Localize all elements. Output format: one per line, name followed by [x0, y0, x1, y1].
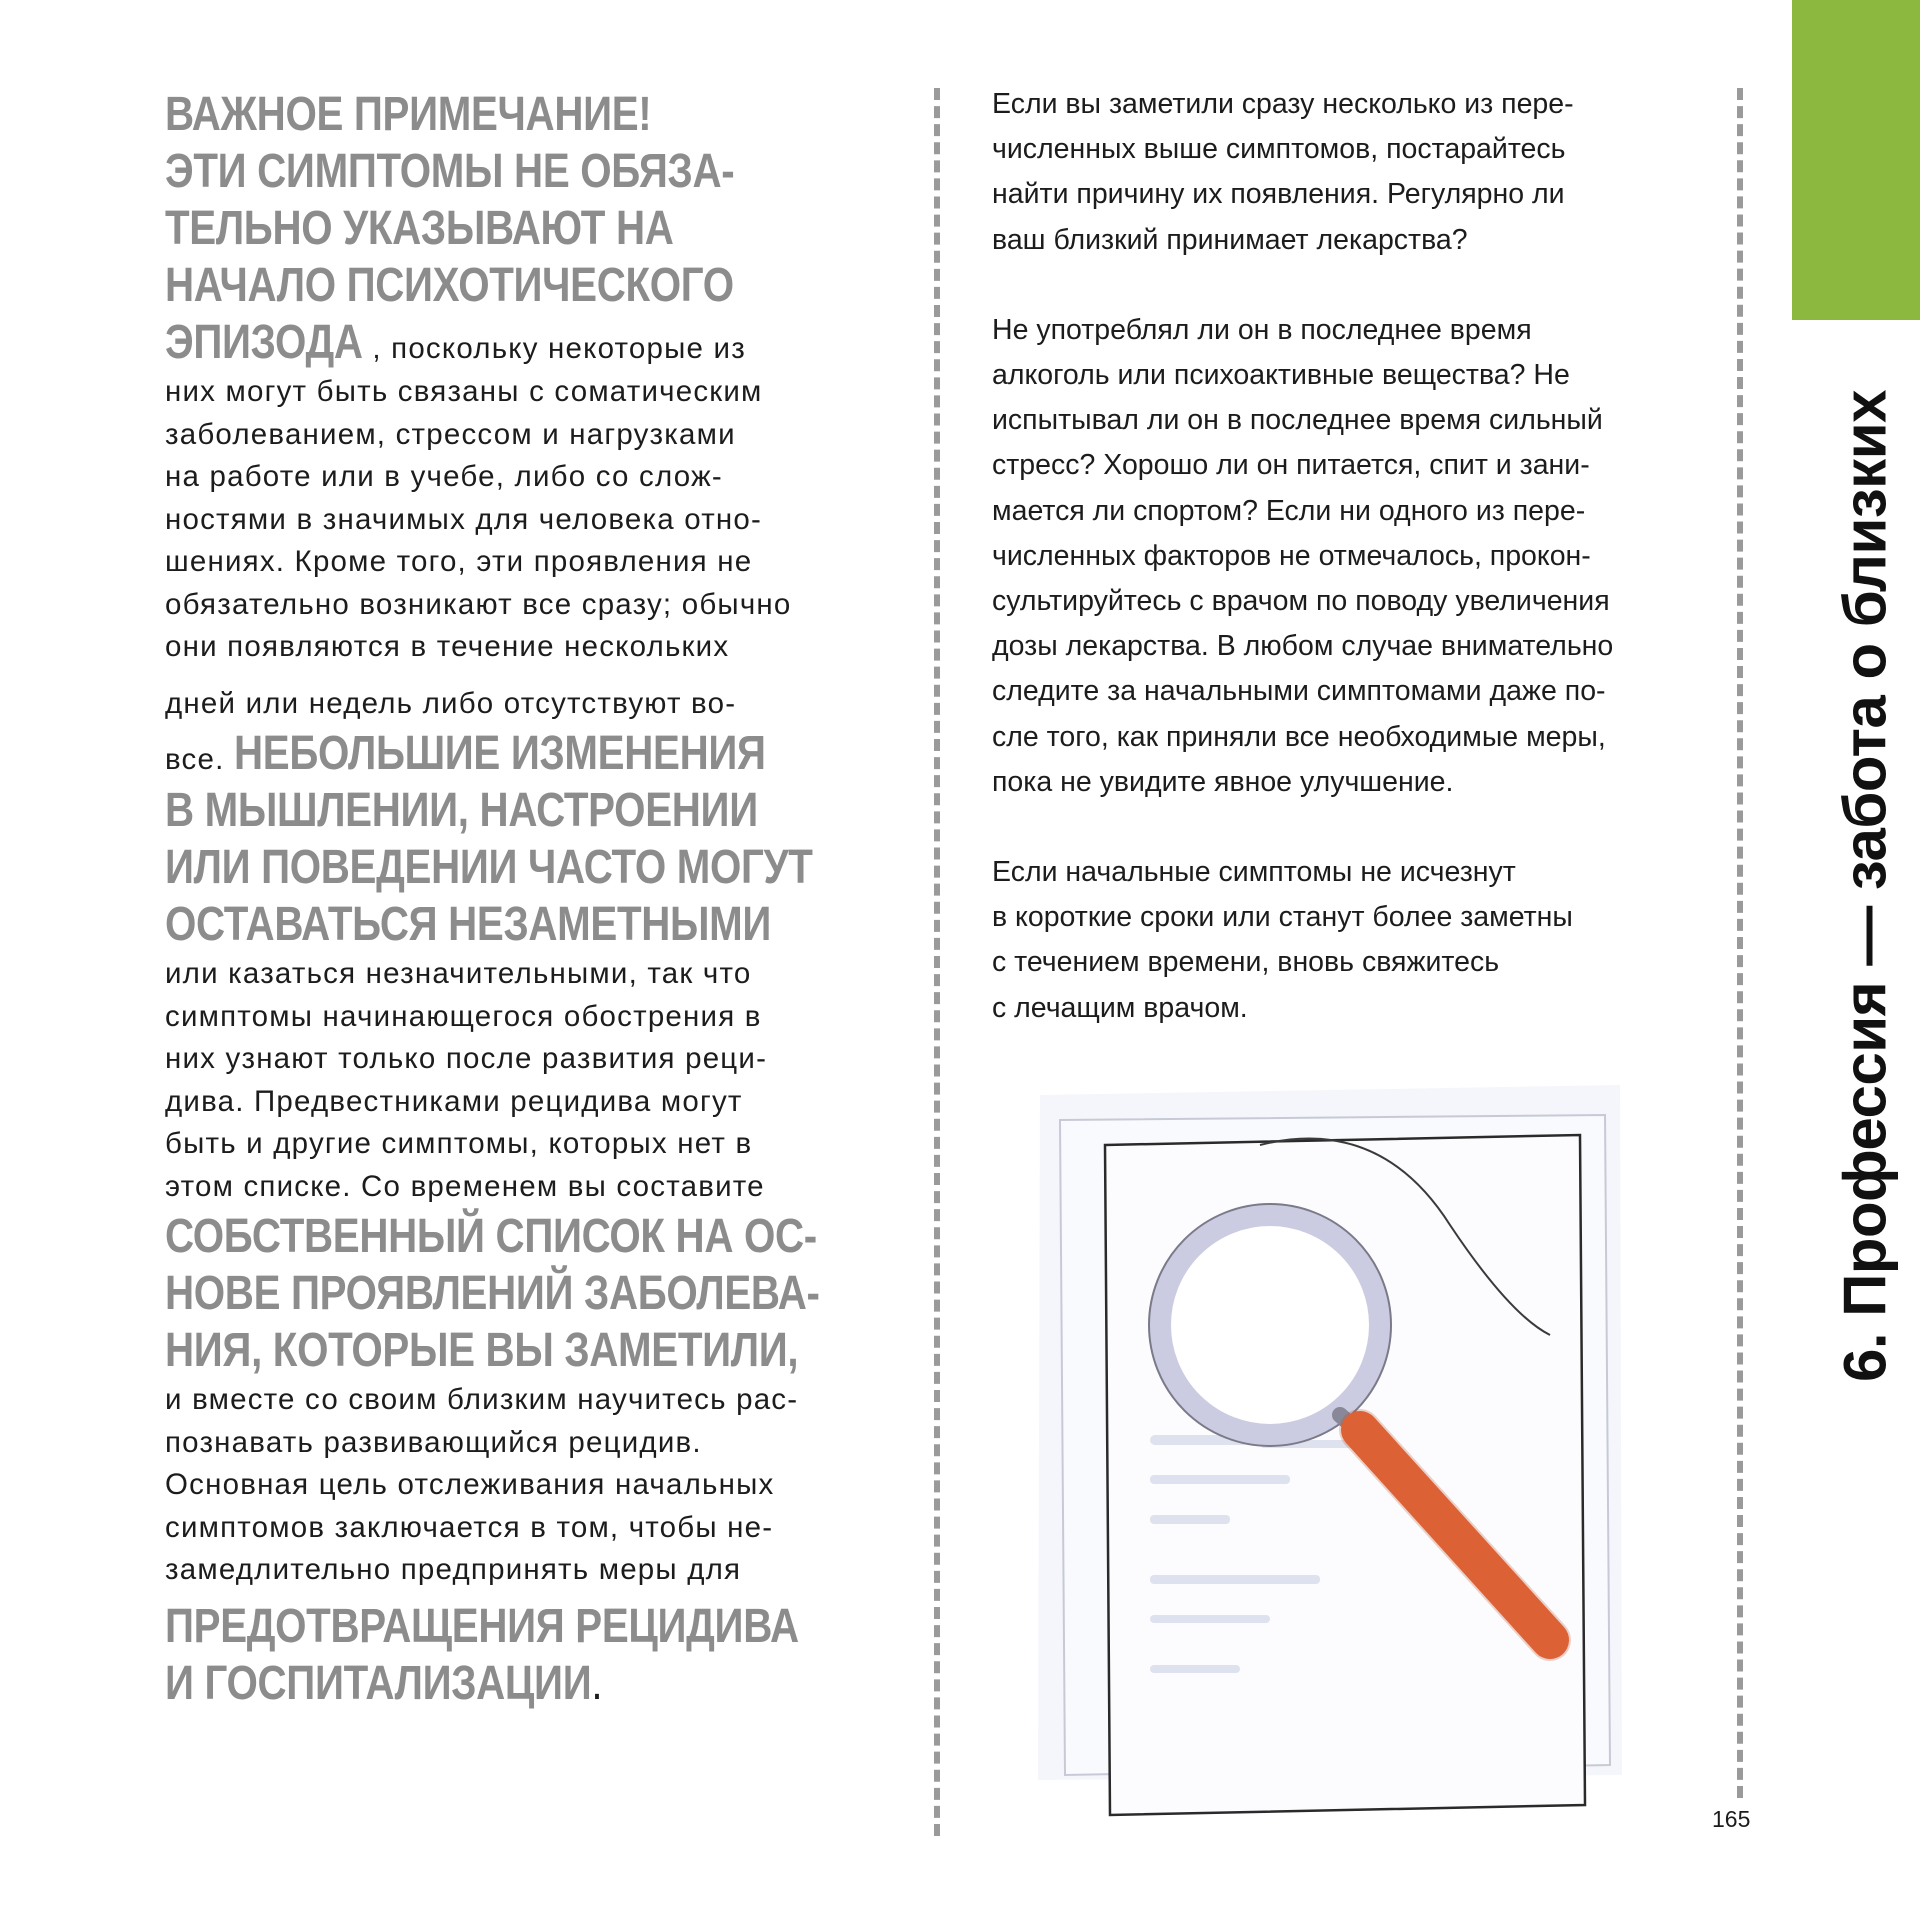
highlight-line: НИЯ, КОТОРЫЕ ВЫ ЗАМЕТИЛИ,: [165, 1324, 799, 1377]
highlight-line: СОБСТВЕННЫЙ СПИСОК НА ОС-: [165, 1210, 817, 1263]
highlight-line: ИЛИ ПОВЕДЕНИИ ЧАСТО МОГУТ: [165, 841, 813, 894]
right-column: [992, 82, 1727, 1076]
body-line: они появляются в течение нескольких: [165, 630, 730, 663]
highlight-inline: ЭПИЗОДА: [165, 316, 363, 369]
highlight-line: НОВЕ ПРОЯВЛЕНИЙ ЗАБОЛЕВА-: [165, 1267, 820, 1320]
paragraph-1: Если вы заметили сразу несколько из пере- численных выше симптомов, постарайтесь найти причину их появления. Регулярно ли ваш близкий принимает лекарства?: [992, 88, 1574, 256]
magnifying-glass-over-papers-icon: [1030, 1075, 1710, 1855]
highlight-inline: НЕБОЛЬШИЕ ИЗМЕНЕНИЯ: [233, 727, 766, 780]
body-line: шениях. Кроме того, эти проявления не: [165, 545, 753, 578]
body-line: этом списке. Со временем вы составите: [165, 1169, 765, 1203]
body-text: , поскольку некоторые из: [372, 332, 746, 365]
column-divider-right: [1737, 88, 1743, 1798]
highlight-line: В МЫШЛЕНИИ, НАСТРОЕНИИ: [165, 784, 758, 837]
body-line: симптомы начинающегося обострения в: [165, 999, 762, 1033]
body-text: все.: [165, 743, 234, 776]
body-line: Основная цель отслеживания начальных: [165, 1468, 775, 1501]
body-line: быть и другие симптомы, которых нет в: [165, 1127, 753, 1160]
highlight-line: ОСТАВАТЬСЯ НЕЗАМЕТНЫМИ: [165, 898, 772, 951]
body-line: на работе или в учебе, либо со слож-: [165, 460, 723, 493]
body-line: ностями в значимых для человека отно-: [165, 502, 763, 536]
body-line: дива. Предвестниками рецидива могут: [165, 1084, 743, 1118]
body-line: них узнают только после развития реци-: [165, 1042, 768, 1075]
paragraph-3: Если начальные симптомы не исчезнут в короткие сроки или станут более заметны с течением времени, вновь свяжитесь с лечащим врачом.: [992, 856, 1573, 1024]
highlight-line: ТЕЛЬНО УКАЗЫВАЮТ НА: [165, 202, 674, 255]
body-line: обязательно возникают все сразу; обычно: [165, 587, 792, 621]
highlight-line: И ГОСПИТАЛИЗАЦИИ.: [165, 1656, 603, 1710]
highlight-line: НАЧАЛО ПСИХОТИЧЕСКОГО: [165, 259, 734, 312]
left-column: [165, 86, 890, 1712]
body-line: дней или недель либо отсутствуют во-: [165, 686, 737, 720]
body-line: замедлительно предпринять меры для: [165, 1553, 742, 1586]
body-line: заболеванием, стрессом и нагрузками: [165, 417, 736, 451]
chapter-title: 6. Профессия — забота о близких: [1831, 390, 1899, 1382]
body-line: них могут быть связаны с соматическим: [165, 375, 763, 408]
body-line: и вместе со своим близким научитесь рас-: [165, 1383, 799, 1416]
highlight-line: ЭТИ СИМПТОМЫ НЕ ОБЯЗА-: [165, 145, 735, 198]
body-line: или казаться незначительными, так что: [165, 957, 752, 990]
body-line: познавать развивающийся рецидив.: [165, 1425, 702, 1459]
highlight-line: ПРЕДОТВРАЩЕНИЯ РЕЦИДИВА: [165, 1599, 799, 1653]
body-line: симптомов заключается в том, чтобы не-: [165, 1510, 774, 1544]
paragraph-2: Не употреблял ли он в последнее время алкоголь или психоактивные вещества? Не испытывал ли он в последнее время сильный стресс? Хорошо ли он питается, спит и зани- мается ли спортом? Если ни одного из пере- численных факторов не отмечалось, прокон- сультируйтесь с врачом по поводу увеличения дозы лекарства. В любом случае внимательно следите за начальными симптомами даже по- сле того, как приняли все необходимые меры, пока не увидите явное улучшение.: [992, 313, 1614, 798]
column-divider-left: [934, 88, 940, 1836]
page-number: 165: [1712, 1806, 1751, 1832]
magnifier-lens: [1170, 1225, 1370, 1425]
chapter-tab: [1792, 0, 1920, 320]
highlight-line: ВАЖНОЕ ПРИМЕЧАНИЕ!: [165, 88, 652, 141]
